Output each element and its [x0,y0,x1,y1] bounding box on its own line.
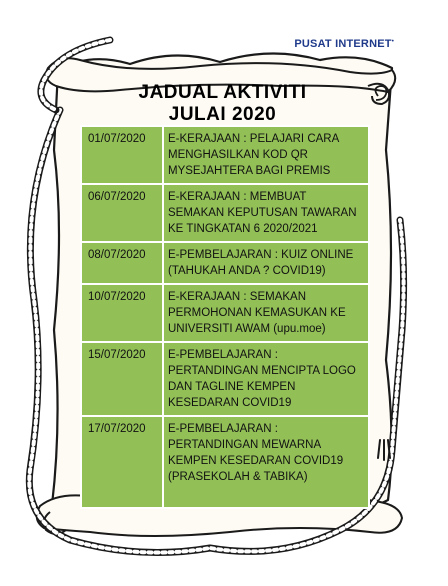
table-row [81,126,369,184]
table-row [81,184,369,242]
page-subtitle: JULAI 2020 [168,104,277,125]
table-row [81,416,369,508]
row-activity: E-KERAJAAN : SEMAKAN PERMOHONAN KEMASUKAN KE UNIVERSITI AWAM (upu.moe) [163,284,369,342]
row-date: 06/07/2020 [81,184,163,242]
table-row [81,242,369,284]
row-activity: E-PEMBELAJARAN : KUIZ ONLINE (TAHUKAH ANDA ? COVID19) [163,242,369,284]
row-activity: E-KERAJAAN : PELAJARI CARA MENGHASILKAN KOD QR MYSEJAHTERA BAGI PREMIS [163,126,369,184]
row-date: 17/07/2020 [81,416,163,508]
row-activity: E-PEMBELAJARAN : PERTANDINGAN MEWARNA KEMPEN KESEDARAN COVID19 (PRASEKOLAH & TABIKA) [163,416,369,508]
table-row [81,342,369,416]
brand-label: PUSAT INTERNET [294,38,392,50]
row-date: 01/07/2020 [81,126,163,184]
brand-mark: • [391,38,394,45]
row-date: 08/07/2020 [81,242,163,284]
row-date: 10/07/2020 [81,284,163,342]
schedule-table [80,125,370,509]
row-activity: E-PEMBELAJARAN : PERTANDINGAN MENCIPTA LOGO DAN TAGLINE KEMPEN KESEDARAN COVID19 [163,342,369,416]
row-date: 15/07/2020 [81,342,163,416]
page-title: JADUAL AKTIVITI [138,82,307,103]
table-row [81,284,369,342]
row-activity: E-KERAJAAN : MEMBUAT SEMAKAN KEPUTUSAN TAWARAN KE TINGKATAN 6 2020/2021 [163,184,369,242]
